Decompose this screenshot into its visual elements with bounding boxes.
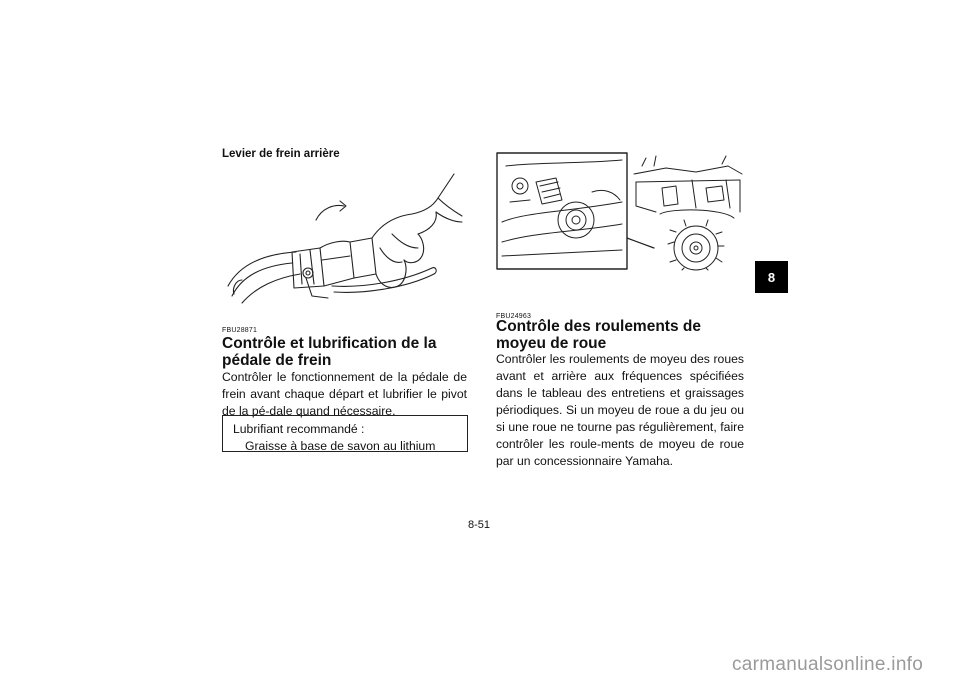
section-code: FBU24963: [496, 313, 532, 320]
chapter-tab: 8: [755, 261, 788, 293]
lubricant-value: Graisse à base de savon au lithium: [245, 439, 436, 453]
section-heading: Contrôle des roulements de moyeu de roue: [496, 318, 701, 352]
wheel-hub-illustration: [496, 152, 744, 272]
watermark: carmanualsonline.info: [732, 654, 924, 675]
lubricant-label: Lubrifiant recommandé :: [233, 422, 365, 436]
section-heading: Contrôle et lubrification de la pédale de frein: [222, 335, 437, 369]
section-body: Contrôler le fonctionnement de la pédale de frein avant chaque départ et lubrifier le pivot de la pé-dale quand nécessaire.: [222, 370, 467, 418]
section-body: Contrôler les roulements de moyeu des roues avant et arrière aux fréquences spécifiées dans le tableau des entretiens et graissages périodiques. Si un moyeu de roue a du jeu ou si une roue ne tourne pas régulièrement, faire contrôler les roule-ments de moyeu de roue par un concessionnaire Yamaha.: [496, 352, 744, 468]
brake-lever-illustration: [222, 168, 467, 310]
figure-caption: Levier de frein arrière: [222, 148, 340, 160]
page-number: 8-51: [468, 519, 491, 531]
lubricant-box: [222, 415, 468, 452]
section-code: FBU28871: [222, 327, 258, 334]
